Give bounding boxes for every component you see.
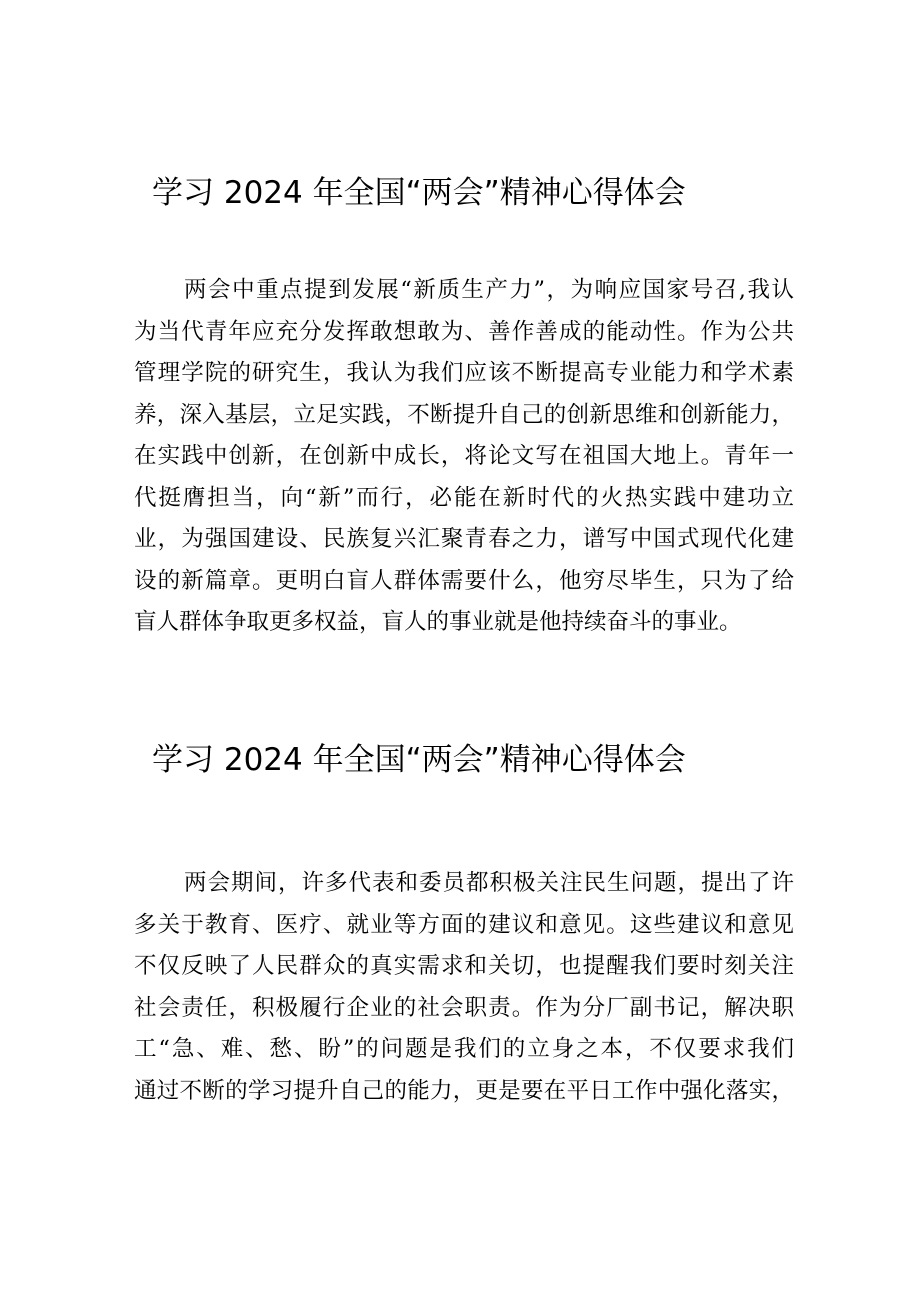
text-line: 为当代青年应充分发挥敢想敢为、善作善成的能动性。作为公共 (134, 318, 794, 345)
text-line: 设的新篇章。更明白盲人群体需要什么，他穷尽毕生，只为了给 (134, 567, 794, 594)
text-line: 工“急、难、愁、盼”的问题是我们的立身之本，不仅要求我们 (134, 1036, 794, 1062)
text-line: 两会期间，许多代表和委员都积极关注民生问题，提出了许 (184, 870, 794, 896)
text-line: 通过不断的学习提升自己的能力，更是要在平日工作中强化落实， (134, 1077, 794, 1104)
text-line: 在实践中创新，在创新中成长，将论文写在祖国大地上。青年一 (134, 443, 794, 469)
text-line: 多关于教育、医疗、就业等方面的建议和意见。这些建议和意见 (134, 911, 794, 938)
text-line: 业，为强国建设、民族复兴汇聚青春之力，谱写中国式现代化建 (134, 526, 794, 552)
text-line: 不仅反映了人民群众的真实需求和关切，也提醒我们要时刻关注 (134, 953, 794, 979)
text-line: 社会责任，积极履行企业的社会职责。作为分厂副书记，解决职 (134, 994, 794, 1021)
section-title: 学习 2024 年全国“两会”精神心得体会 (152, 175, 686, 211)
section-body (134, 863, 794, 1112)
text-line: 两会中重点提到发展“新质生产力”，为响应国家号召,我认 (184, 277, 794, 303)
text-line: 代挺膺担当，向“新”而行，必能在新时代的火热实践中建功立 (134, 484, 794, 511)
text-line: 管理学院的研究生，我认为我们应该不断提高专业能力和学术素 (134, 360, 794, 386)
section-title: 学习 2024 年全国“两会”精神心得体会 (152, 742, 686, 778)
text-line: 盲人群体争取更多权益，盲人的事业就是他持续奋斗的事业。 (134, 609, 742, 635)
text-line: 养，深入基层，立足实践，不断提升自己的创新思维和创新能力， (134, 401, 794, 428)
section-body (134, 270, 794, 644)
